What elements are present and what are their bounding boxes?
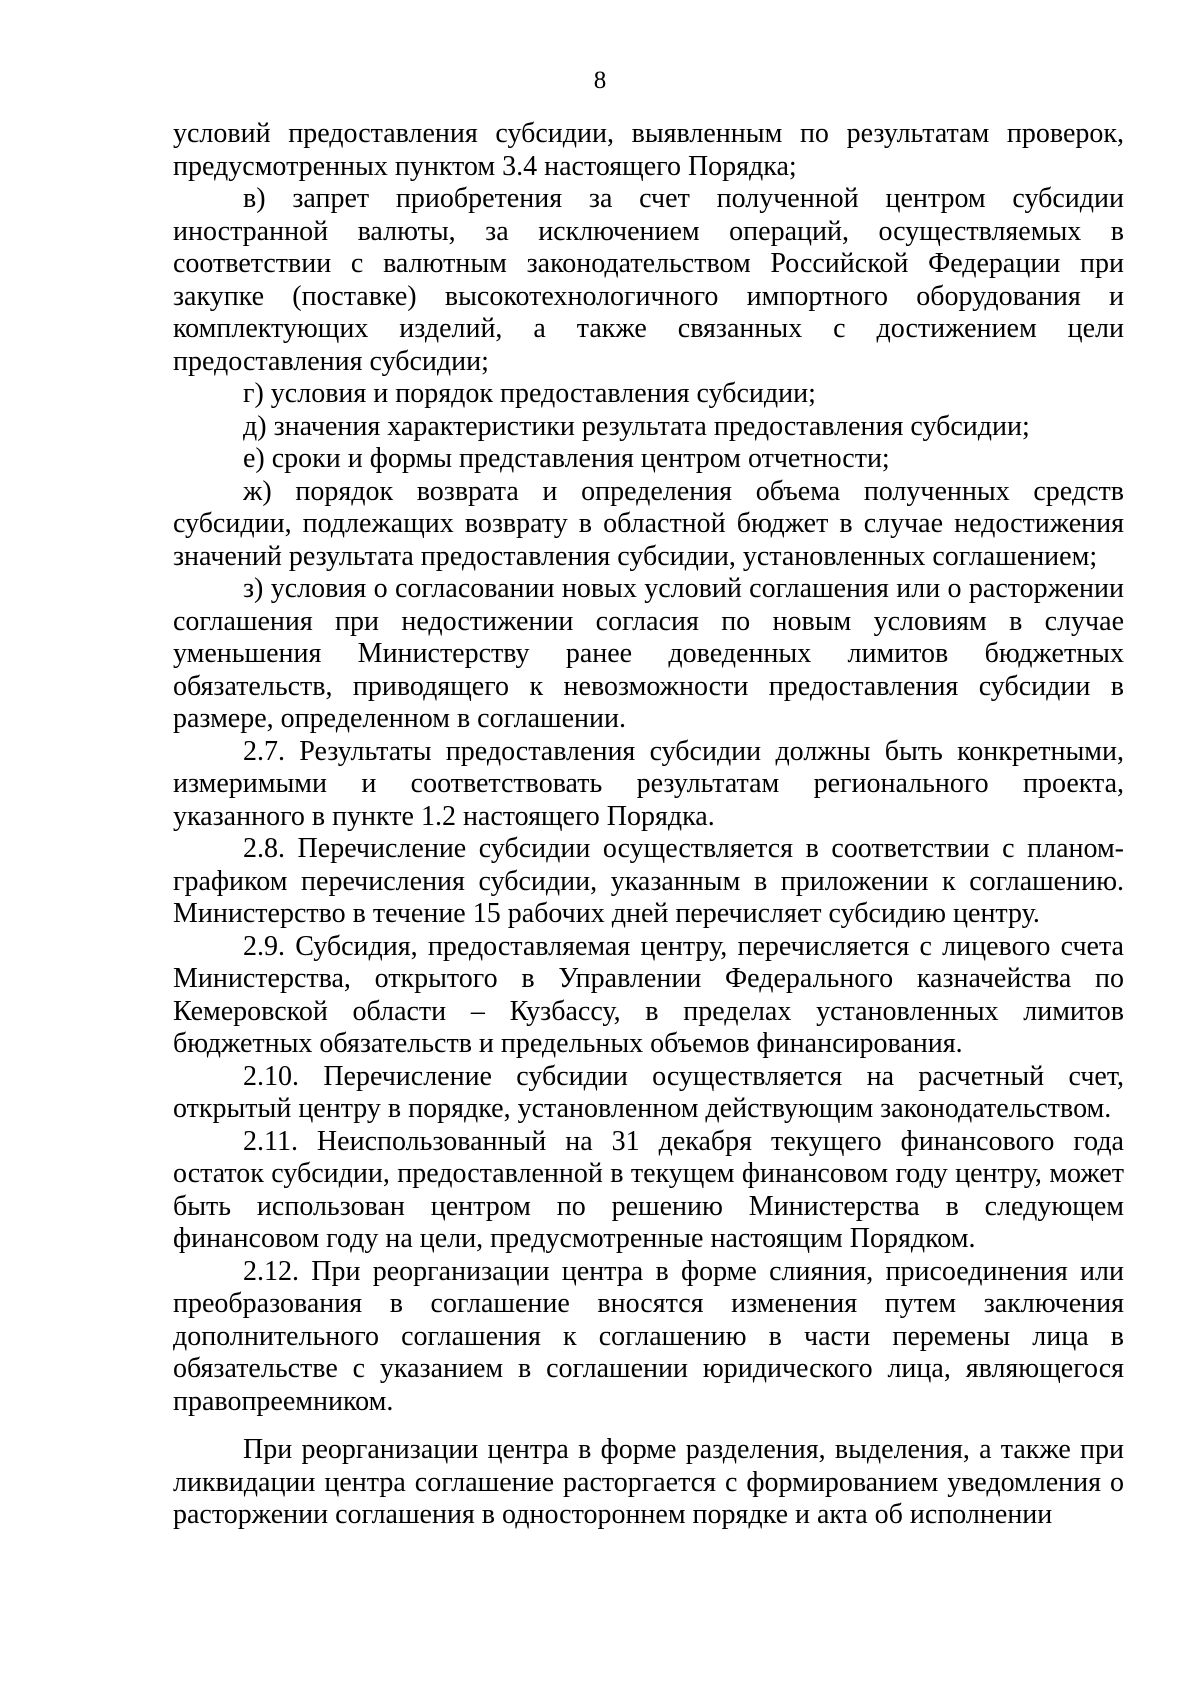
- document-body: [173, 118, 1124, 1532]
- paragraph-item-z: з) условия о согласовании новых условий соглашения или о расторжении соглашения при недостижении согласия по новым условиям в случае уменьшения Министерству ранее доведенных лимитов бюджетных обязательств, приводящего к невозможности предоставления субсидии в размере, определенном в соглашении.: [173, 573, 1124, 734]
- paragraph-2-10: 2.10. Перечисление субсидии осуществляется на расчетный счет, открытый центру в порядке, установленном действующим законодательством.: [173, 1060, 1124, 1124]
- paragraph-item-g: г) условия и порядок предоставления субсидии;: [243, 378, 816, 409]
- paragraph-2-9: 2.9. Субсидия, предоставляемая центру, перечисляется с лицевого счета Министерства, открытого в Управлении Федерального казначейства по Кемеровской области – Кузбассу, в пределах установленных лимитов бюджетных обязательств и предельных объемов финансирования.: [173, 930, 1124, 1059]
- paragraph-item-v: в) запрет приобретения за счет полученной центром субсидии иностранной валюты, за исключением операций, осуществляемых в соответствии с валютным законодательством Российской Федерации при закупке (поставке) высокотехнологичного импортного оборудования и комплектующих изделий, а также связанных с достижением цели предоставления субсидии;: [173, 183, 1124, 377]
- paragraph-item-d: д) значения характеристики результата предоставления субсидии;: [243, 410, 1030, 442]
- paragraph-2-7: 2.7. Результаты предоставления субсидии должны быть конкретными, измеримыми и соответствовать результатам регионального проекта, указанного в пункте 1.2 настоящего Порядка.: [173, 735, 1124, 832]
- page-number: 8: [593, 67, 607, 94]
- paragraph-2-8: 2.8. Перечисление субсидии осуществляется в соответствии с планом-графиком перечисления субсидии, указанным в приложении к соглашению. Министерство в течение 15 рабочих дней перечисляет субсидию центру.: [173, 833, 1124, 929]
- paragraph-item-zh: ж) порядок возврата и определения объема полученных средств субсидии, подлежащих возврату в областной бюджет в случае недостижения значений результата предоставления субсидии, установленных соглашением;: [173, 475, 1124, 572]
- paragraph-item-e: е) сроки и формы представления центром отчетности;: [243, 443, 890, 474]
- paragraph-continuation: условий предоставления субсидии, выявленным по результатам проверок, предусмотренных пунктом 3.4 настоящего Порядка;: [173, 118, 1124, 182]
- paragraph-reorganization: При реорганизации центра в форме разделения, выделения, а также при ликвидации центра соглашение расторгается с формированием уведомления о расторжении соглашения в одностороннем порядке и акта об исполнении: [173, 1434, 1124, 1530]
- paragraph-2-12: 2.12. При реорганизации центра в форме слияния, присоединения или преобразования в соглашение вносятся изменения путем заключения дополнительного соглашения к соглашению в части перемены лица в обязательстве с указанием в соглашении юридического лица, являющегося правопреемником.: [173, 1255, 1124, 1417]
- paragraph-2-11: 2.11. Неиспользованный на 31 декабря текущего финансового года остаток субсидии, предоставленной в текущем финансовом году центру, может быть использован центром по решению Министерства в следующем финансовом году на цели, предусмотренные настоящим Порядком.: [173, 1125, 1124, 1254]
